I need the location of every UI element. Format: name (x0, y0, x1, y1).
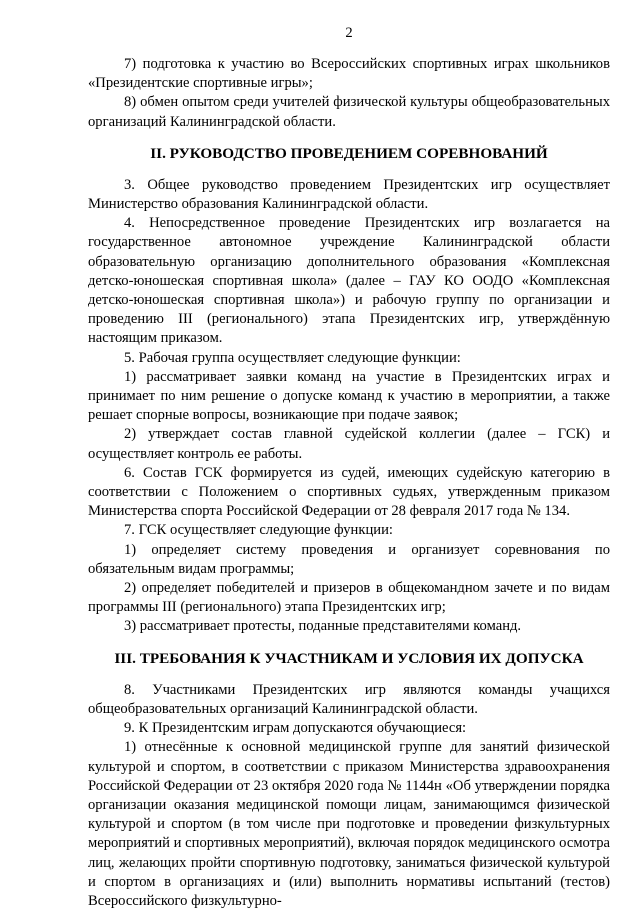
clause-7: 7. ГСК осуществляет следующие функции: (124, 522, 393, 539)
intro-item-8: 8) обмен опытом среди учителей физической культуры общеобразовательных организаций Калининградской области. (88, 94, 610, 130)
clause-4: 4. Непосредственное проведение Президентских игр возлагается на государственное автономное учреждение Калининградской области образовательную организацию дополнительного образования «Комплексная детско-юношеская спортивная школа» (далее – ГАУ КО ООДО «Комплексная детско-юношеская спортивная школа») и рабочую группу по организации и проведению III (регионального) этапа Президентских игр, утверждённую настоящим приказом. (88, 215, 610, 347)
section-2-heading: II. РУКОВОДСТВО ПРОВЕДЕНИЕМ СОРЕВНОВАНИЙ (150, 144, 548, 162)
clause-9-item-1: 1) отнесённые к основной медицинской группе для занятий физической культурой и спортом, в соответствии с приказом Министерства здравоохранения Российской Федерации от 23 октября 2020 года № 1144н «Об утверждении порядка организации оказания медицинской помощи лицам, занимающимся физической культурой и спортом (в том числе при подготовке и проведении физкультурных мероприятий и спортивных мероприятий), включая порядок медицинского осмотра лиц, желающих пройти спортивную подготовку, заниматься физической культурой и спортом в организациях и (или) выполнить нормативы испытаний (тестов) Всероссийского физкультурно- (88, 739, 610, 909)
clause-7-item-2: 2) определяет победителей и призеров в общекомандном зачете и по видам программы III (регионального) этапа Президентских игр; (88, 580, 610, 616)
clause-9: 9. К Президентским играм допускаются обучающиеся: (124, 720, 467, 737)
clause-5: 5. Рабочая группа осуществляет следующие функции: (124, 349, 461, 366)
clause-8: 8. Участниками Президентских игр являются команды учащихся общеобразовательных организаций Калининградской области. (88, 681, 610, 717)
clause-6: 6. Состав ГСК формируется из судей, имеющих судейскую категорию в соответствии с Положением о спортивных судьях, утвержденным приказом Министерства спорта Российской Федерации от 28 февраля 2017 года № 134. (88, 464, 610, 520)
clause-5-item-1: 1) рассматривает заявки команд на участие в Президентских играх и принимает по ним решение о допуске команд к участию в мероприятии, а также решает спорные вопросы, возникающие при подаче заявок; (88, 368, 610, 424)
section-3-heading: III. ТРЕБОВАНИЯ К УЧАСТНИКАМ И УСЛОВИЯ ИХ ДОПУСКА (114, 649, 584, 667)
clause-5-item-2: 2) утверждает состав главной судейской коллегии (далее – ГСК) и осуществляет контроль ее работы. (88, 426, 610, 462)
clause-7-item-1: 1) определяет систему проведения и организует соревнования по обязательным видам программы; (88, 541, 610, 577)
page-number: 2 (345, 25, 353, 41)
clause-7-item-3: 3) рассматривает протесты, поданные представителями команд. (124, 618, 522, 635)
document-page (88, 24, 610, 911)
intro-item-7: 7) подготовка к участию во Всероссийских спортивных играх школьников «Президентские спортивные игры»; (88, 56, 610, 92)
clause-3: 3. Общее руководство проведением Президентских игр осуществляет Министерство образования Калининградской области. (88, 176, 610, 213)
